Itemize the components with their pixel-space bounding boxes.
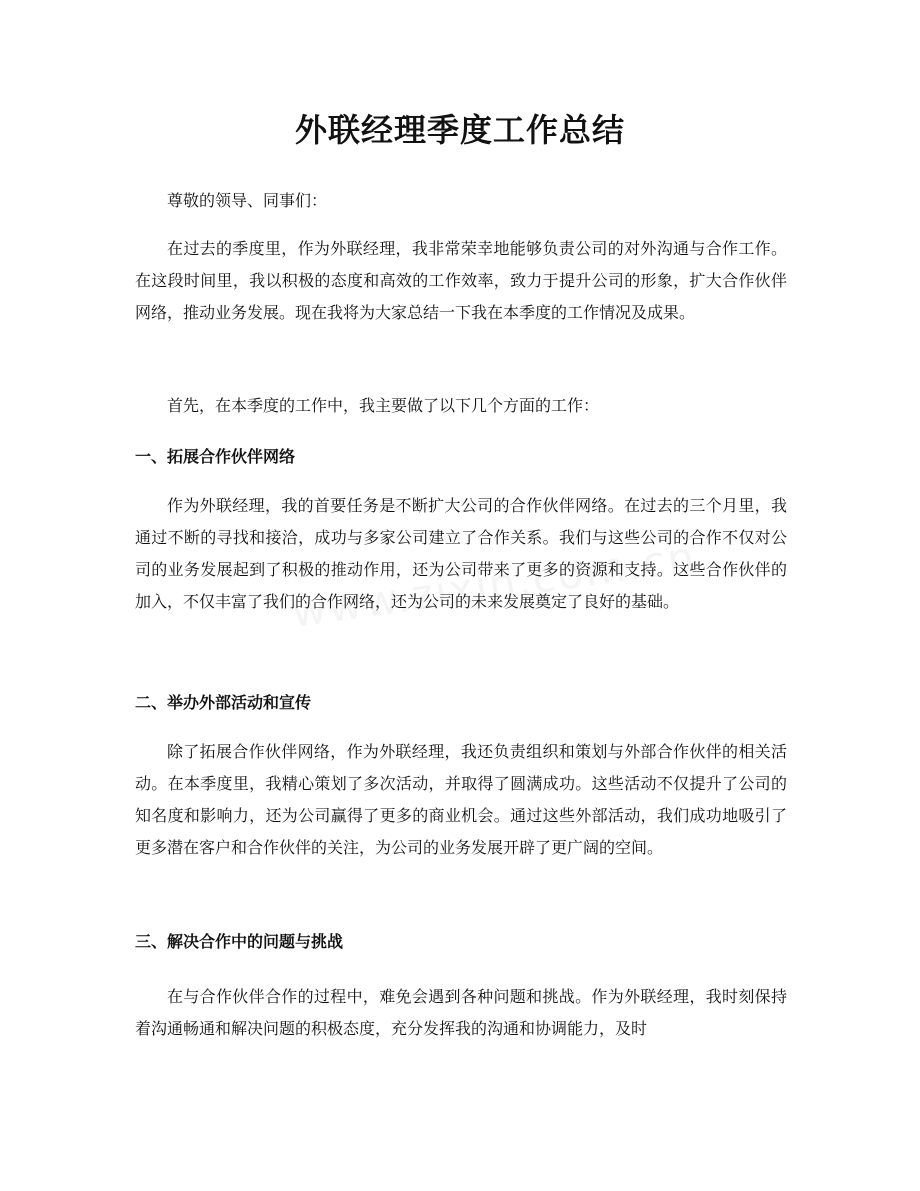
section-body-partner-network: 作为外联经理，我的首要任务是不断扩大公司的合作伙伴网络。在过去的三个月里，我通过不断的寻找和接洽，成功与多家公司建立了合作关系。我们与这些公司的合作不仅对公司的业务发展起到了积极的推动作用，还为公司带来了更多的资源和支持。这些合作伙伴的加入，不仅丰富了我们的合作网络，还为公司的未来发展奠定了良好的基础。 bbox=[135, 496, 787, 611]
overview-paragraph: 首先，在本季度的工作中，我主要做了以下几个方面的工作： bbox=[167, 396, 600, 415]
greeting-line: 尊敬的领导、同事们： bbox=[167, 191, 328, 210]
section-heading-partner-network: 一、拓展合作伙伴网络 bbox=[135, 447, 296, 466]
section-heading-problems-challenges: 三、解决合作中的问题与挑战 bbox=[135, 932, 344, 951]
section-body-problems-challenges: 在与合作伙伴合作的过程中，难免会遇到各种问题和挑战。作为外联经理，我时刻保持着沟通畅通和解决问题的积极态度，充分发挥我的沟通和协调能力，及时 bbox=[135, 987, 787, 1038]
document-title: 外联经理季度工作总结 bbox=[294, 111, 625, 149]
intro-paragraph: 在过去的季度里，作为外联经理，我非常荣幸地能够负责公司的对外沟通与合作工作。在这段时间里，我以积极的态度和高效的工作效率，致力于提升公司的形象，扩大合作伙伴网络，推动业务发展。现在我将为大家总结一下我在本季度的工作情况及成果。 bbox=[135, 239, 787, 322]
section-heading-external-activities: 二、举办外部活动和宣传 bbox=[135, 693, 312, 712]
section-body-external-activities: 除了拓展合作伙伴网络，作为外联经理，我还负责组织和策划与外部合作伙伴的相关活动。在本季度里，我精心策划了多次活动，并取得了圆满成功。这些活动不仅提升了公司的知名度和影响力，还为公司赢得了更多的商业机会。通过这些外部活动，我们成功地吸引了更多潜在客户和合作伙伴的关注，为公司的业务发展开辟了更广阔的空间。 bbox=[135, 742, 787, 857]
